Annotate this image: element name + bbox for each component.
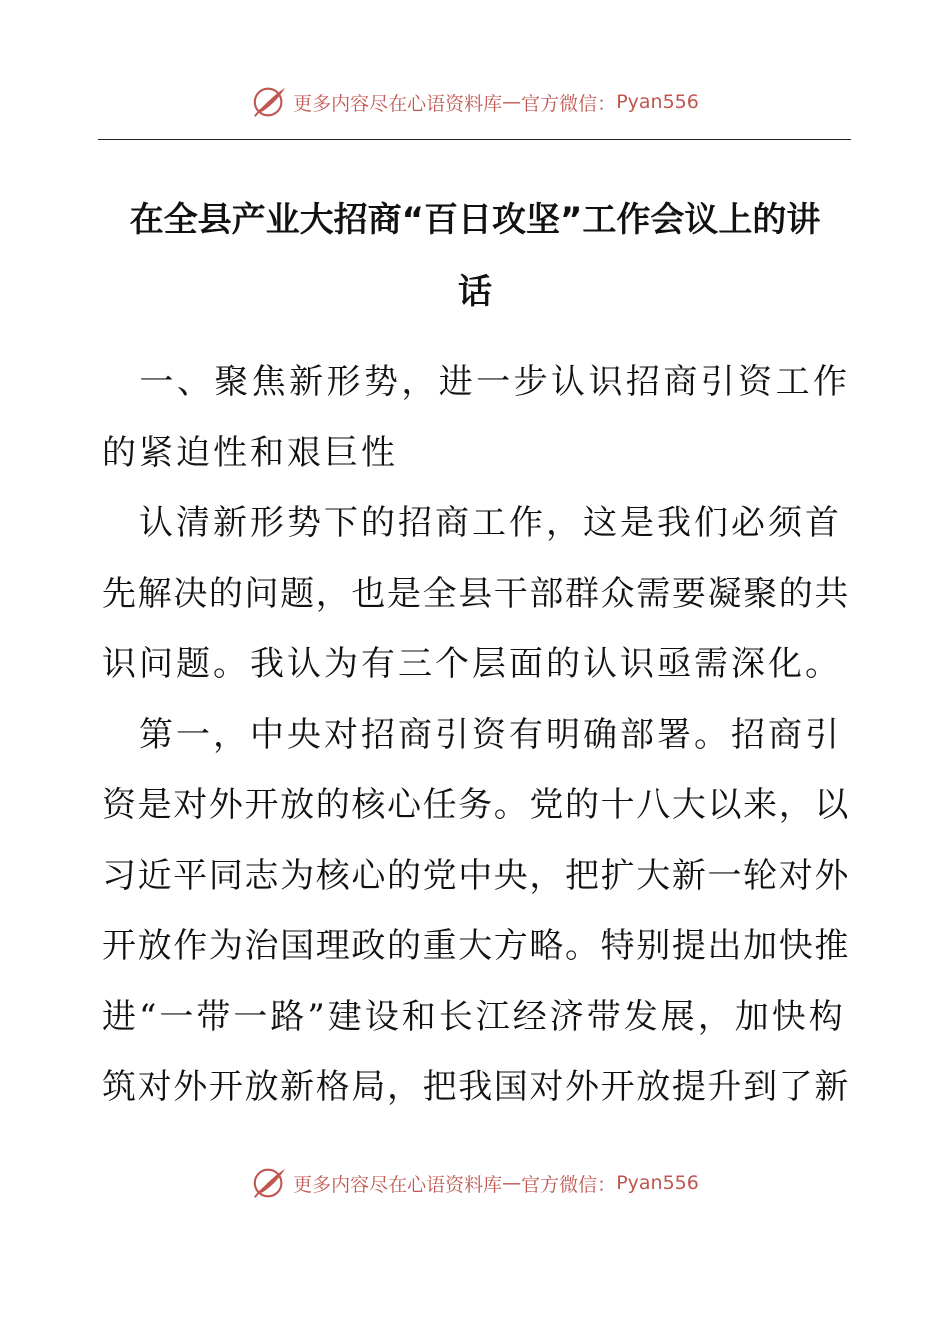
watermark-brand: 更多内容尽在心语资料库 xyxy=(293,92,503,115)
title-line: 在全县产业大招商“百日攻坚”工作会议上的讲 xyxy=(129,200,821,240)
watermark-wechat-id: Pyan556 xyxy=(616,1172,699,1194)
quill-circle-icon xyxy=(251,83,289,121)
text-line: 筑对外开放新格局，把我国对外开放提升到了新 xyxy=(102,1067,850,1107)
watermark-brand: 更多内容尽在心语资料库 xyxy=(293,1173,503,1196)
text-line: 一、聚焦新形势，进一步认识招商引资工作 xyxy=(102,362,850,402)
title-line: 话 xyxy=(458,272,492,312)
text-line: 习近平同志为核心的党中央，把扩大新一轮对外 xyxy=(102,855,850,896)
text-line: 先解决的问题，也是全县干部群众需要凝聚的共 xyxy=(102,573,850,614)
watermark-contact-label: 官方微信： xyxy=(521,92,617,115)
header-divider xyxy=(98,139,851,140)
footer-watermark xyxy=(0,1163,950,1203)
paragraph xyxy=(102,700,850,1123)
text-line: 识问题。我认为有三个层面的认识亟需深化。 xyxy=(102,644,842,684)
watermark-wechat-id: Pyan556 xyxy=(616,91,699,113)
quill-circle-icon xyxy=(251,1164,289,1202)
text-line: 的紧迫性和艰巨性 xyxy=(102,432,398,473)
paragraph xyxy=(102,488,850,700)
header-watermark xyxy=(0,82,950,122)
watermark-separator: — xyxy=(502,91,522,113)
text-line: 开放作为治国理政的重大方略。特别提出加快推 xyxy=(102,926,850,966)
watermark-separator: — xyxy=(502,1172,522,1194)
document-body xyxy=(102,347,850,1123)
section-heading xyxy=(102,347,850,488)
text-line: 进“一带一路”建设和长江经济带发展，加快构 xyxy=(102,996,846,1037)
text-line: 资是对外开放的核心任务。党的十八大以来，以 xyxy=(102,785,850,825)
text-line: 认清新形势下的招商工作，这是我们必须首 xyxy=(102,503,842,543)
watermark-contact-label: 官方微信： xyxy=(521,1173,617,1196)
document-title xyxy=(100,184,850,328)
text-line: 第一，中央对招商引资有明确部署。招商引 xyxy=(102,714,842,755)
